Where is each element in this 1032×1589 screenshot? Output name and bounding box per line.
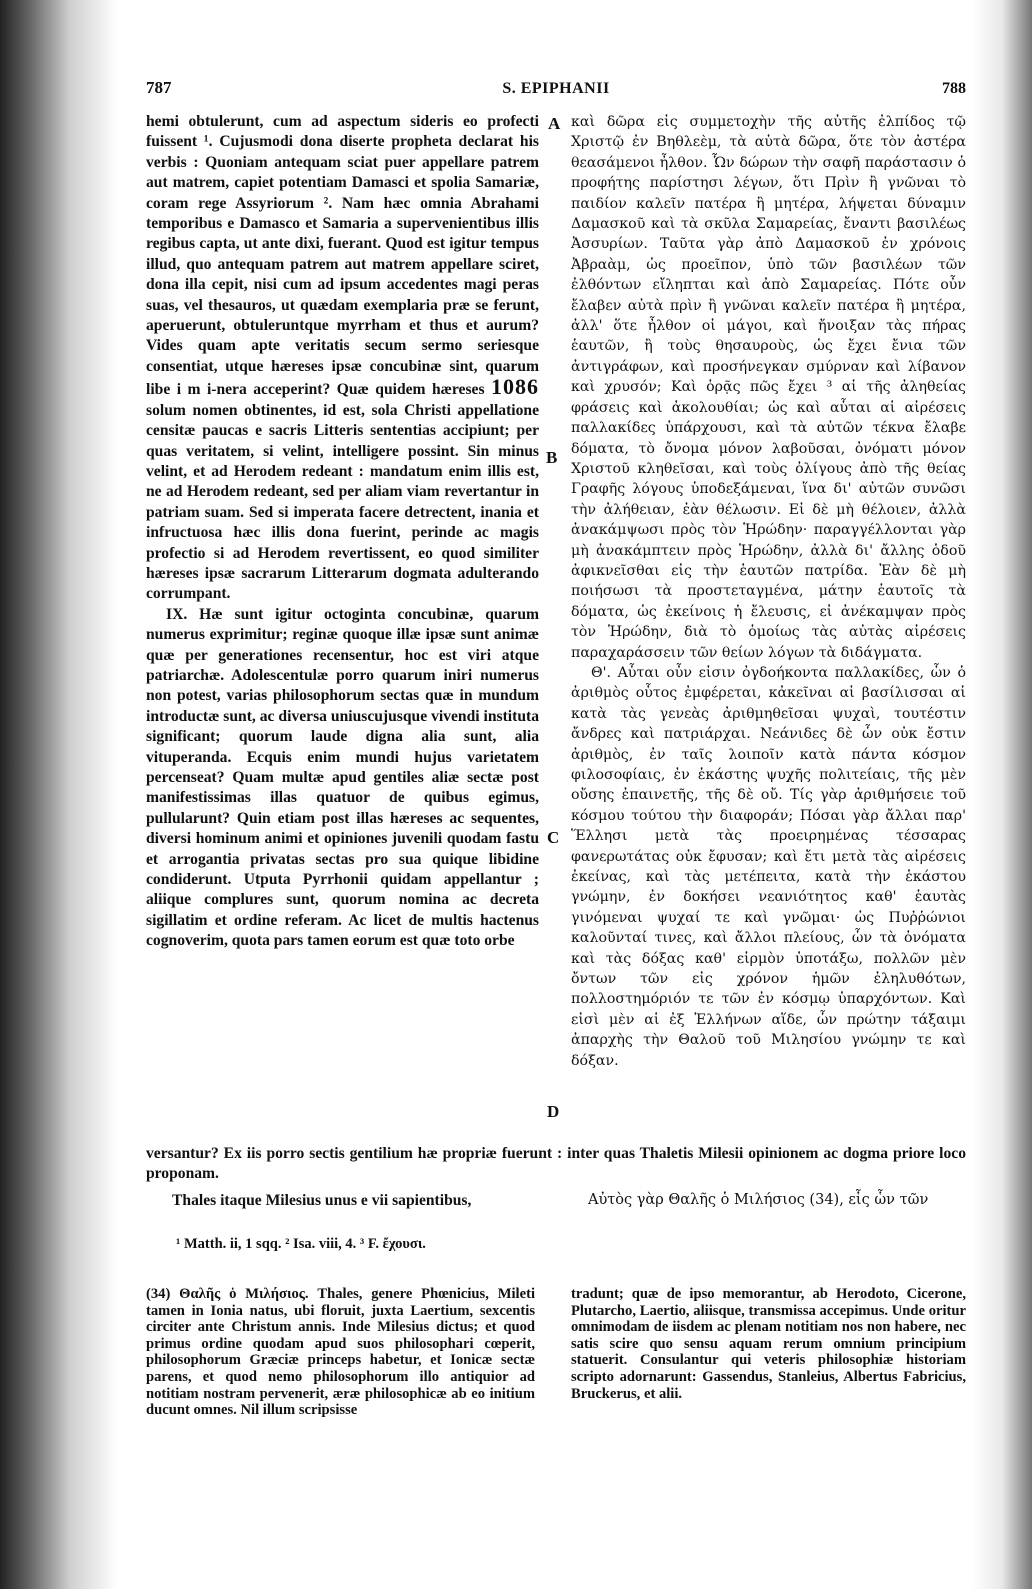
greek-column <box>571 112 966 1071</box>
page-number-right: 788 <box>942 80 966 97</box>
latin-paragraph-1 <box>146 112 539 605</box>
running-title: S. EPIPHANII <box>502 80 610 97</box>
margin-marker-a: A <box>548 114 561 133</box>
endnote-right-text: tradunt; quæ de ipso memorantur, ab Herodoto, Cicerone, Plutarcho, Laertio, aliisque, transmissa accepimus. Unde oritur omnimodam de iisdem ac plenam notitiam nos non habere, nec satis scire quo sensu aquam rerum omnium principium statuerit. Consulantur qui veteris philosophiæ historiam scripto adornarunt: Gassendus, Stanleius, Albertus Fabricius, Bruckerus, et alii. <box>571 1286 966 1402</box>
margin-marker-d: D <box>547 1102 560 1121</box>
column-number: 1086 <box>491 374 539 400</box>
full-width-line: versantur? Ex iis porro sectis gentilium hæ propriæ fuerunt : inter quas Thaletis Milesii opinionem ac dogma priore loco proponam. <box>146 1145 966 1183</box>
latin-paragraph-2: IX. Hæ sunt igitur octoginta concubinæ, quarum numerus exprimitur; reginæ quoque illæ ipsæ sunt animæ quæ per generationes recensentur, hoc est viri atque patriarchæ. Adolescentulæ porro quarum iniri numerus non potest, varias philosophorum sectas quæ in mundum introductæ sunt, ac diversa uniuscujusque vivendi instituta significant; quorum laude digna alia sunt, alia vituperanda. Ecquis enim mundi hujus varietatem percenseat? Quam multæ apud gentiles aliæ sectæ post manifestissimas illas quatuor de quibus egimus, pullularunt? Quin etiam post illas hæreses ac sequentes, diversi hominum animi et opiniones juvenili quodam fastu et arrogantia privatas sectas pro sua quique libidine condiderunt. Utputa Pyrrhonii quidam appellantur ; aliique complures sunt, quorum nomina ac decreta sigillatim et ordine referam. Ac licet de multis hactenus cognoverim, quota pars tamen eorum est quæ toto orbe <box>146 605 539 950</box>
page-gutter-shadow <box>0 0 118 1589</box>
thales-greek-line: Αὐτὸς γὰρ Θαλῆς ὁ Μιλήσιος (34), εἷς ὧν τῶν <box>588 1192 929 1208</box>
thales-latin-line: Thales itaque Milesius unus e vii sapientibus, <box>172 1192 472 1209</box>
endnote-left-text: (34) Θαλῆς ὁ Μιλήσιος. Thales, genere Phœnicius, Mileti tamen in Ionia natus, ubi floruit, juxta Laertium, sexcentis circiter ante Christum annis. Inde Milesius dictus; et quod primus ordine quodam apud suos philosophari cœperit, philosophorum Græciæ princeps habetur, et Ionicæ sectæ parens, et quod nemo philosophorum illo antiquior ad notitiam nostram pervenerit, æræ philosophicæ ab eo initium ducunt omnes. Nil illum scripsisse <box>146 1286 535 1419</box>
footnote-references: ¹ Matth. ii, 1 sqq. ² Isa. viii, 4. ³ F. ἔχουσι. <box>176 1236 426 1252</box>
greek-paragraph-2: Θ'. Αὗται οὖν εἰσιν ὀγδοήκοντα παλλακίδες, ὧν ὁ ἀριθμὸς οὗτος ἐμφέρεται, κἀκεῖναι αἱ βασίλισσαι αἱ κατὰ τὰς γενεὰς ἀριθμηθεῖσαι ψυχαὶ, τουτέστιν ἄνδρες καὶ πατριάρχαι. Νεάνιδες δὲ ὧν οὐκ ἔστιν ἀριθμὸς, ἐν ταῖς λοιποῖν κατὰ πάντα κόσμον φιλοσοφίαις, ἐν ἑκάστης ψυχῆς πολιτείαις, τῆς μὲν οὔσης ἐπαινετῆς, τῆς δὲ οὔ. Τίς γὰρ ἀριθμήσειε τοῦ κόσμου τούτου τὴν διαφοράν; Πόσαι γὰρ ἄλλαι παρ' Ἕλλησι μετὰ τὰς προειρημένας τέσσαρας φανερωτάτας οὐκ ἔφυσαν; καὶ ἔτι μετὰ τὰς αἱρέσεις ἐκείνας, καὶ τὰς μετέπειτα, κατὰ τὴν ἑκάστου γνώμην, ἐν δοκήσει νεανιότητος καθ' ἑαυτὰς γινόμεναι ψυχαί τε καὶ γνῶμαι· ὡς Πυῤῥώνιοι καλοῦνταί τινες, καὶ ἄλλοι πλείους, ὧν τὰ ὀνόματα καὶ τὰς δόξας καθ' εἱρμὸν ὑποτάξω, πολλῶν μὲν ὄντων τῶν εἰς χρόνον ἡμῶν ἐληλυθότων, πολλοστημόριόν τε τῶν ἐν κόσμῳ ὑπαρχόντων. Καὶ εἰσὶ μὲν αἱ ἐξ Ἑλλήνων αἵδε, ὧν πρώτην τάξαιμι ἀπαρχὴς τὴν Θαλοῦ τοῦ Μιλησίου γνώμην τε καὶ δόξαν. <box>571 664 966 1069</box>
endnote-right <box>571 1286 966 1402</box>
page-header <box>146 78 966 108</box>
page-number-left: 787 <box>146 78 172 97</box>
page-edge-shadow <box>972 0 1032 1589</box>
margin-marker-b: B <box>546 448 558 467</box>
latin-paragraph-1-text: hemi obtulerunt, cum ad aspectum sideris eo profecti fuissent ¹. Cujusmodi dona diserte propheta declarat his verbis : Quoniam antequam sciat puer appellare patrem aut matrem, capiet potentiam Damasci et spolia Samariæ, coram rege Assyriorum ². Nam hæc omnia Abrahami temporibus e Damasco et Samaria a supervenientibus illis regibus capta, ut ante dixi, fuerant. Quod est igitur tempus illud, quo antequam patrem aut matrem appellare sciret, dona illa cepit, nisi cum ad ipsum accedentes magi peras suas, vel thesauros, ut quædam exemplaria præ se ferunt, aperuerunt, obtuleruntque myrrham et thus et aurum? Vides quam apte veritatis secum sermo seriesque consentiat, utque hæreses ipsæ concubinæ sint, quarum libe i m i-nera acceperint? Quæ quidem hæreses <box>146 113 539 399</box>
latin-paragraph-1-cont: solum nomen obtinentes, id est, sola Christi appellatione censitæ paucas e sacris Litteris sententias accipiunt; per quas veritatem, si velint, intelligere possint. Sin minus velint, et ad Herodem redeant : mandatum enim illis est, ne ad Herodem redeant, sed per aliam viam revertantur in patriam suam. Sed si imperata facere detrectent, inania et infructuosa hæc illis dona fuerint, perinde ac magis profectio si ad Herodem revertissent, eo quod similiter hæreses ipsæ sacrarum Litterarum dogmata adulterando corrumpant. <box>146 401 539 603</box>
latin-column <box>146 112 539 952</box>
greek-paragraph-1: καὶ δῶρα εἰς συμμετοχὴν τῆς αὐτῆς ἐλπίδος τῷ Χριστῷ ἐν Βηθλεὲμ, τὰ αὐτὰ δῶρα, ὅτε τὸν ἀστέρα θεασάμενοι ἦλθον. Ὧν δώρων τὴν σαφῆ παράστασιν ὁ προφήτης παρίστησι λέγων, ὅτι Πρὶν ἢ γνῶναι τὸ παιδίον καλεῖν πατέρα ἢ μητέρα, λήψεται δύναμιν Δαμασκοῦ καὶ τὰ σκῦλα Σαμαρείας, ἔναντι βασιλέως Ἀσσυρίων. Ταῦτα γὰρ ἀπὸ Δαμασκοῦ ἐν χρόνοις Ἀβραὰμ, ὡς προεῖπον, ὑπὸ τῶν βασιλέων τῶν ἐλθόντων εἴληπται καὶ ἀπὸ Σαμαρείας. Πότε οὖν ἔλαβεν αὐτὰ πρὶν ἢ γνῶναι καλεῖν πατέρα ἢ μητέρα, ἀλλ' ὅτε ἦλθον οἱ μάγοι, καὶ ἤνοιξαν τὰς πήρας ἑαυτῶν, ἢ τοὺς θησαυροὺς, ὡς ἔχει ἔνια τῶν ἀντιγράφων, καὶ προσήνεγκαν σμύρναν καὶ λίβανον καὶ χρυσόν; Καὶ ὁρᾷς πῶς ἔχει ³ αἱ τῆς ἀληθείας φράσεις καὶ ἀκολουθίαι; ὡς καὶ αὗται αἱ αἱρέσεις παλλακίδες ὑπάρχουσι, καὶ τὰ αὐτῶν τέκνα ἔλαβε δόματα, τὸ ὄνομα μόνον λαβοῦσαι, ὀνόματι μόνον Χριστοῦ κληθεῖσαι, καὶ τοὺς ὀλίγους ἀπὸ τῆς θείας Γραφῆς λόγους ὑποδεξάμεναι, ἵνα δι' αὐτῶν συνῶσι τὴν ἀλήθειαν, ἐὰν θέλωσιν. Εἰ δὲ μὴ θέλοιεν, ἀλλὰ ἀνακάμψωσι πρὸς τὸν Ἡρώδην· παραγγέλλονται γὰρ μὴ ἀνακάμπτειν πρὸς Ἡρώδην, ἀλλὰ δι' ἄλλης ὁδοῦ ἀφικνεῖσθαι εἰς τὴν ἑαυτῶν πατρίδα. Ἐὰν δὲ μὴ ποιήσωσι τὰ προστεταγμένα, μάτην ἑαυτοῖς τὰ δόματα, ὡς ἐκείνοις ἡ ἔλευσις, εἰ ἀνέκαμψαν πρὸς τὸν Ἡρώδην, διὰ τὸ ὁμοίως τὰς αὐτὰς αἱρέσεις παραχαράσσειν τῶν θείων λόγων τὰ διδάγματα. <box>571 114 966 661</box>
margin-marker-c: C <box>547 828 560 847</box>
endnote-left <box>146 1286 535 1419</box>
